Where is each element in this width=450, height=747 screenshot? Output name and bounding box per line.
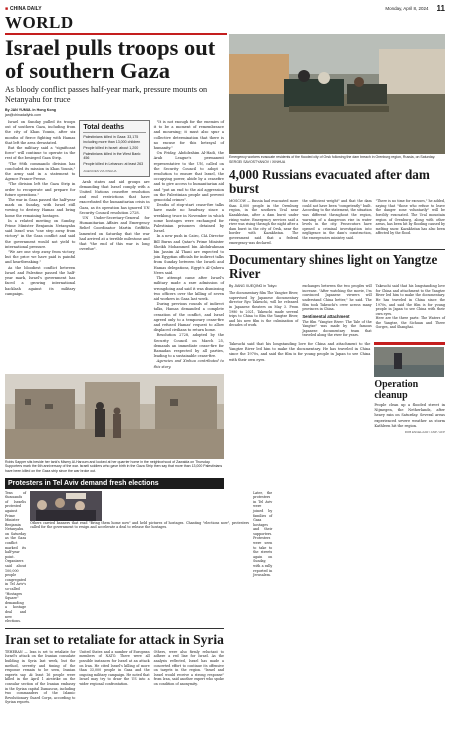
paper-name: CHINA DAILY [10, 5, 42, 12]
documentary-col-2: exchanges between the two peoples will increase. "After watching the movie, I'm convinced Japanese viewers will understand China better," he said. The film took Takeuchi's crew across many provinces in China. Sentimental attachment The film "Yangtze River: The Tale of the Yangtze" was made by the famous Japanese documentary team that traveled along the river for years. [302, 284, 372, 338]
total-credit: AGENCIES VIA XINHUA [83, 168, 117, 173]
gaza-photo-caption: Robis Sapper sits beside her tank's Misery Al-Haroum and looked at her quarrier home in the neighborhood of Zawaida on Thursday. Supporters mark the 6th anniversary of the war. Israeli soldiers who gave birth in the Gaza Strip then say that more than 13,000 Palestinians have been killed on the Gaza strip since the war broke out. [5, 459, 223, 473]
lead-deck: As bloody conflict passes half-year mark, pressure mounts on Netanyahu for truce [5, 85, 208, 104]
page-number: 11 [436, 4, 445, 13]
protest-col-3: Later, the protesters in Tel Aviv were joined by families of Gaza hostages and their supporters. Protesters were seen to take to the streets again on Sunday, with a rally reported in Jerusalem. [253, 490, 273, 578]
protest-col-1: Tens of thousands of Israelis protested against Prime Minister Benjamin Netanyahu on Saturday as the Gaza conflict marked its half-year point. Organizers said about 100,000 people congregated in Tel Aviv's so-called "Hostages Square" demanding a hostage deal and new elections. [5, 490, 27, 624]
gaza-photo [5, 374, 224, 459]
operation-box [374, 342, 445, 434]
masthead [5, 4, 445, 13]
protest-photo [30, 491, 249, 521]
documentary-byline: By JIANG XUEQING in Tokyo [229, 284, 277, 289]
iran-col-3: Others, were also firmly reluctant to adhere a red line for Israel. As the analysis reflected, Israel has made a concerted effort to continue its offensive on targets in the region. "Israel and Israel would receive a strong response" from Iran, said another expert who spoke on condition of anonymity. [153, 649, 224, 686]
protest-photo-image [30, 491, 102, 521]
total-item: People killed in Israel: about 1,200 [83, 145, 139, 150]
flood-photo-image [229, 34, 445, 154]
flood-photo [229, 34, 445, 154]
documentary-extra: Takeuchi said that his longstanding love for China and attachment to the Yangtze River led him to make the documentary. He has traveled in China since the 1970s, and said the film is for young people in Japan to see China with their own eyes. [229, 342, 371, 362]
paper-logo [5, 6, 42, 12]
logo-mark-icon: ■ [5, 5, 9, 12]
russia-col-1: MOSCOW — Russia had evacuated more than 4,000 people in the Orenburg region, in the southern Ural near Kazakhstan, after a dam burst under rising water. Emergency services said a river was rising through the night after a dam burst in the city of Orsk, near the border with Kazakhstan. The government said that a federal emergency was declared. [229, 199, 299, 245]
protest-title: Protesters in Tel Aviv demand fresh elections [5, 478, 224, 489]
iran-headline: Iran set to retaliate for attack in Syria [5, 628, 224, 647]
documentary-col-1: By JIANG XUEQING in Tokyo The documentary film The Yangtze River, supervised by Japanese documentary director Ryo Takeuchi, will be released in Japanese theaters on May 3. From 1980 to 2021, Takeuchi made several trips to China to film the Yangtze River, and his new film is the culmination of decades of work. [229, 284, 299, 328]
issue-date: Monday, April 8, 2024 [385, 6, 429, 11]
lead-byline: By JAN YUMUL in Hong Kong jan@chinadailyhk.com [5, 108, 56, 117]
total-deaths-title: Total deaths [83, 124, 145, 133]
lead-col-1: Israel on Sunday pulled its troops out of southern Gaza, including from the city of Khan Younis, after six months of fierce fighting with Hamas that left the area devastated. But the military said a "significant force" will continue to operate in the rest of the besieged Gaza Strip. "The 98th commando division has concluded its mission in Khan Younis," the army said in a statement to Agence France-Presse. "The division left the Gaza Strip in order to recuperate and prepare for future operations." The war in Gaza passed the half-year mark on Sunday, with Israel still vowing to destroy Hamas and bring home the remaining hostages. In a related meeting on Sunday, Prime Minister Benjamin Netanyahu said Israel was "one step away from victory" in the Gaza conflict and said the government would not yield to international pressure. "We are one step away from victory, but the price we have paid is painful and heartbreaking." As the bloodiest conflict between Israel and Palestine passed the half-year mark, Israel's government has faced a growing international backlash against its military campaign. [5, 120, 76, 296]
agency-note: Agencies and Xinhua contributed to this story. [153, 359, 224, 369]
documentary-body [229, 284, 445, 338]
lead-body [5, 120, 224, 370]
russia-col-2: the sufficient weight" and that the dam could not have been "competently" built. According to the statement, the situation was different throughout the region, warning of a dangerous rise in water levels in the city. Prosecutors have opened a criminal investigation into negligence in the dam's construction, the emergencies ministry said. [302, 199, 372, 240]
total-item: Palestinians killed in Gaza: 33,175 including more than 13,000 children [83, 135, 141, 144]
gaza-photo-image [5, 374, 224, 459]
right-column [229, 34, 445, 434]
documentary-headline: Documentary shines light on Yangtze River [229, 249, 445, 281]
operation-photo-image [374, 347, 444, 377]
flood-photo-caption: Emergency workers evacuate residents of the flooded city of Orsk following the dam breach in Orenburg region, Russia, on Saturday. SERGEI SAVOSTYANOV / XINHUA [229, 155, 436, 164]
iran-body [5, 650, 224, 705]
iran-col-1: TEHERAN — Iran is set to retaliate for Israel's attack on the Iranian consulate building in Syria last week, but the method, severity and timing of the response remain to be seen, Iranian experts say. At least 16 people were killed in the April 1 airstrike on the consular section of the Iranian embassy in the Syrian capital Damascus, including two commanders of the Islamic Revolutionary Guard Corps, according to Syrian reports. [5, 649, 76, 705]
total-deaths-box [79, 120, 149, 177]
lead-headline: Israel pulls troops out of southern Gaza [5, 35, 216, 83]
russia-col-3: "There is no time for excuses," he added, saying that "those who refuse to leave the danger zone voluntarily" will be forcibly evacuated. The Ural mountain region of Orenburg, along with other areas, has been hit by flooding caused by melting snow. Kazakhstan has also been affected by the flood. [375, 199, 445, 236]
protest-col-2: Others carried banners that read "Bring them home now" and held pictures of hostages. Chanting "elections now", protesters called for the government to resign and accelerate a deal to release the hostages. [30, 491, 249, 624]
iran-col-2: United States and a number of European members of NATO. There were all possible instances for Israel at an attack on Iran. He cited Israel's killing of more than 33,000 people in Gaza and the ongoing military campaign. He noted that Israel may try to draw the US into a wider regional confrontation. [79, 649, 150, 686]
protest-body [5, 490, 273, 624]
documentary-col-3: Takeuchi said that his longstanding love for China and attachment to the Yangtze River led him to make the documentary. He has traveled in China since the 1970s, and said the film is for young people in Japan to see China with their own eyes. Here are the three parts: The Waters of the Yangtze, the Sichuan and Three Gorges, and Shanghai. [375, 284, 445, 330]
operation-photo [374, 347, 445, 377]
section-title: WORLD [5, 14, 227, 35]
operation-credit: ROB ENGELAAR / ANP / AFP [404, 430, 445, 435]
russia-body [229, 199, 445, 245]
operation-body: People clean up a flooded street in Nijmegen, the Netherlands, after heavy rain on Saturday. Several areas experienced severe weather as storm Kathleen hit the region. [374, 403, 445, 428]
lead-col-2: Total deaths Palestinians killed in Gaza: 33,175 including more than 13,000 children People killed in Israel: about 1,200 Palestinians killed in the West Bank: 456 People killed in Lebanon: at least 263 AGENCIES VIA XINHUA Arab states and aid groups are demanding that Israel comply with a United Nations ceasefire resolution and end restrictions that have exacerbated the humanitarian crisis in Gaza, as its operation has ignored UN Security Council resolution 2728. UN Under-Secretary-General for Humanitarian Affairs and Emergency Relief Coordinator Martin Griffiths lamented on Saturday that the war had arrived at a terrible milestone and that "the end of this war is long overdue". [79, 120, 149, 370]
lead-col-3: "It is not enough for the enemies of it to be a moment of remembrance and mourning; it must also spur a collective determination that there is no excuse for this betrayal of humanity." On Friday, Abdolrahim Al-Hadi, the Arab League's permanent representative to the UN, called on the Security Council to adopt a resolution to ensure that Israel, the occupying power, abide by a ceasefire and to give access to humanitarian aid and "put an end to the aid aggression on the Palestinian people and prevent genocidal crimes". Deaths of stop-start cease-fire talks have made no headway since a weeklong truce in November in which some hostages were exchanged for Palestinian prisoners detained by Israel. In a new push in Cairo, CIA Director Bill Burns and Qatar's Prime Minister Sheikh Mohammed bin Abdulrahman bin Jassim Al Thani are expected to join Egyptian officials for indirect talks from Sunday between the Israeli and Hamas delegations, Egypt's Al-Qahera News said. The attempt came after Israel's military made a rare admission of wrongdoing and said it was dismissing two officers over the killing of seven aid workers in Gaza last week. During previous rounds of indirect talks, Hamas demanded a complete cessation of the conflict, and Israel agreed only to a temporary cease-fire and refused Hamas' request to allow displaced civilians to return home. Resolution 2728, adopted by the Security Council on March 25, demands an immediate cease-fire for Ramadan respected by all parties, leading to a sustainable cease-fire. Agencies and Xinhua contributed to this story. [153, 120, 224, 369]
total-item: Palestinians killed in the West Bank: 456 [83, 151, 141, 161]
operation-title: Operation cleanup [374, 379, 419, 402]
russia-headline: 4,000 Russians evacuated after dam burst [229, 167, 430, 197]
documentary-subhead: Sentimental attachment [302, 313, 350, 319]
total-item: People killed in Lebanon: at least 263 [83, 162, 144, 167]
